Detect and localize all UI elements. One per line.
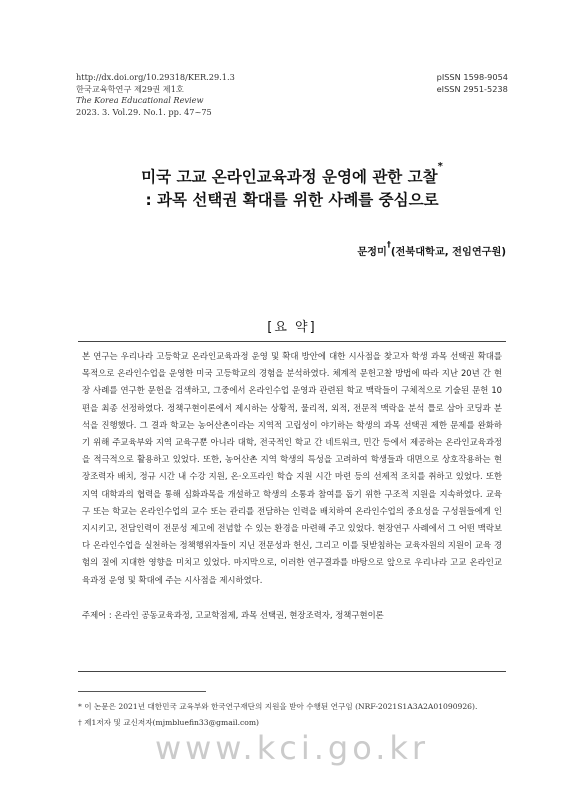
title-footnote-mark: * xyxy=(437,161,443,172)
footnote-funding: * 이 논문은 2021년 대한민국 교육부와 한국연구재단의 지원을 받아 수행된 연구임 (NRF-2021S1A3A2A01090926). xyxy=(78,702,478,711)
author-affiliation: (전북대학교, 전임연구원) xyxy=(390,247,506,258)
footnote-author: † 제1저자 및 교신저자(mjmbluefin33@gmail.com) xyxy=(78,718,260,727)
issn-block xyxy=(437,72,508,95)
author-name: 문정미 xyxy=(357,247,387,258)
title-text: 미국 고교 온라인교육과정 운영에 관한 고찰 xyxy=(141,168,438,186)
paper-title-line2: : 과목 선택권 확대를 위한 사례를 중심으로 xyxy=(145,191,439,209)
paper-title-line1 xyxy=(0,161,584,187)
abstract-box xyxy=(78,341,506,672)
pissn: pISSN 1598-9054 xyxy=(436,72,508,82)
journal-english-name: The Korea Educational Review xyxy=(76,95,204,105)
eissn: eISSN 2951-5238 xyxy=(436,83,508,94)
keywords: 주제어 : 온라인 공동교육과정, 고교학점제, 과목 선택권, 현장조력자, 정책구현이론 xyxy=(82,609,384,620)
journal-korean-name: 한국교육학연구 제29권 제1호 xyxy=(76,83,184,94)
author-mark: † xyxy=(386,239,391,249)
abstract-heading: [요 약] xyxy=(267,320,317,335)
doi-link[interactable]: http://dx.doi.org/10.29318/KER.29.1.3 xyxy=(76,72,235,82)
journal-meta xyxy=(76,72,235,118)
issue-info: 2023. 3. Vol.29. No.1. pp. 47~75 xyxy=(76,106,212,117)
abstract-body: 본 연구는 우리나라 고등학교 온라인교육과정 운영 및 확대 방안에 대한 시사점을 찾고자 학생 과목 선택권 확대를 목적으로 온라인수업을 운영한 미국 고등학교의 경험을 분석하였다. 체계적 문헌고찰 방법에 따라 지난 20년 간 현장 사례를 연구한 문헌을 검색하고, 그중에서 온라인수업 운영과 관련된 학교 맥락들이 구체적으로 기술된 문헌 10편을 최종 선정하였다. 정책구현이론에서 제시하는 상황적, 물리적, 외적, 전문적 맥락을 분석 틀로 삼아 코딩과 분석을 진행했다. 그 결과 학교는 농어산촌이라는 지역적 고립성이 야기하는 학생의 과목 선택권 제한 문제를 완화하기 위해 주교육부와 지역 교육구뿐 아니라 대학, 전국적인 학교 간 네트워크, 민간 등에서 제공하는 온라인교육과정을 적극적으로 활용하고 있었다. 또한, 농어산촌 지역 학생의 특성을 고려하여 학생들과 대면으로 상호작용하는 현장조력자 배치, 정규 시간 내 수강 지원, 온·오프라인 학습 지원 시간 마련 등의 선제적 조치를 취하고 있었다. 또한 지역 대학과의 협력을 통해 심화과목을 개설하고 학생의 소통과 참여를 돕기 위한 구조적 지원을 지속하였다. 교육구 또는 학교는 온라인수업의 교수 또는 관리를 전담하는 인력을 배치하여 온라인수업의 중요성을 구성원들에게 인지시키고, 전담인력이 전문성 제고에 전념할 수 있는 환경을 마련해 주고 있었다. 현장연구 사례에서 그 어떤 맥락보다 온라인수업을 실천하는 정책행위자들이 지닌 전문성과 헌신, 그리고 이를 뒷받침하는 교육자원의 지원이 교육 경험의 질에 지대한 영향을 미치고 있었다. 마지막으로, 이러한 연구결과를 바탕으로 앞으로 우리나라 고교 온라인교육과정 운영 및 확대에 주는 시사점을 제시하였다. xyxy=(82,351,502,585)
kci-watermark: www.kci.go.kr xyxy=(154,729,430,767)
footnote-divider xyxy=(78,691,206,692)
author-line xyxy=(357,239,506,258)
